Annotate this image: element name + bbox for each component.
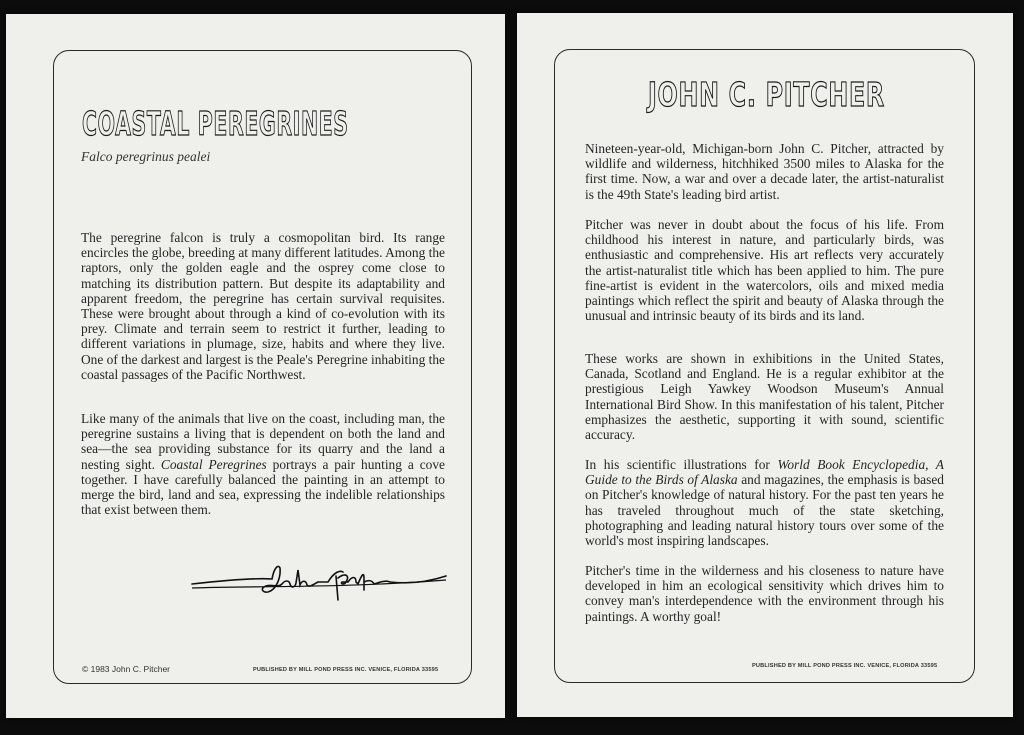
right-paragraph-2: Pitcher was never in doubt about the focus of his life. From childhood his interest in nature, and particularly birds, was enthusiastic and comprehensive. His art reflects very accurately the artist-naturalist title which has been applied to him. The pure fine-artist is evident in the watercolors, oils and mixed media paintings which reflect the spirit and beauty of Alaska through the unusual and intrinsic beauty of its birds and its land. [585,217,944,324]
right-paragraph-4-italic: World Book Encyclopedia, A Guide to the Birds of Alaska [585,457,944,488]
left-card-title: COASTAL PEREGRINES [82,104,349,143]
right-card-title: JOHN C. PITCHER [648,75,885,114]
left-paragraph-2-italic: Coastal Peregrines [160,456,267,472]
right-card [517,13,1013,717]
left-paragraph-1: The peregrine falcon is truly a cosmopolitan bird. Its range encircles the globe, breeding at many different latitudes. Among the raptors, only the golden eagle and the osprey come close to matching its distribution pattern. But despite its adaptability and apparent freedom, the peregrine has certain survival requisites. These were brought about through a kind of co-evolution with its prey. Climate and terrain seem to restrict it further, leading to different variations in plumage, size, habits and where they live. One of the darkest and largest is the Peale's Peregrine inhabiting the coastal passages of the Pacific Northwest. [81,230,445,382]
left-card [6,14,505,718]
publisher-line: PUBLISHED BY MILL POND PRESS INC. VENICE, FLORIDA 33595 [752,663,938,669]
copyright-notice: © 1983 John C. Pitcher [82,664,171,674]
left-card-subtitle: Falco peregrinus pealei [81,149,211,164]
right-paragraph-1: Nineteen-year-old, Michigan-born John C. Pitcher, attracted by wildlife and wilderness, hitchhiked 3500 miles to Alaska for the first time. Now, a war and over a decade later, the artist-naturalist is the 49th State's leading bird artist. [585,141,944,202]
right-paragraph-4-text-b: and magazines, the emphasis is based on Pitcher's knowledge of natural history. For the past ten years he has traveled throughout much of the state sketching, photographing and leading natural history tours over some of the world's most inspiring landscapes. [585,472,944,549]
left-paragraph-2-text-b: portrays a pair hunting a cove together. I have carefully balanced the painting in an attempt to merge the bird, land and sea, expressing the indelible relationships that exist between them. [81,456,445,518]
right-paragraph-4 [585,457,944,548]
publisher-line: PUBLISHED BY MILL POND PRESS INC. VENICE, FLORIDA 33595 [253,667,439,673]
left-paragraph-2 [81,411,445,517]
right-paragraph-4-text-a: In his scientific illustrations for [585,457,778,472]
right-paragraph-5: Pitcher's time in the wilderness and his closeness to nature have developed in him an ecological sensitivity which drives him to convey man's interdependence with the environment through his paintings. A worthy goal! [585,563,944,624]
right-paragraph-3: These works are shown in exhibitions in the United States, Canada, Scotland and England. He is a regular exhibitor at the prestigious Leigh Yawkey Woodson Museum's Annual International Bird Show. In this manifestation of his talent, Pitcher emphasizes the aesthetic, supporting it with sound, scientific accuracy. [585,351,944,443]
left-paragraph-2-text-a: Like many of the animals that live on the coast, including man, the peregrine sustains a living that is dependent on both the land and sea—the sea providing substance for its quarry and the land a nesting sight. [81,411,445,472]
artist-signature [188,558,450,602]
